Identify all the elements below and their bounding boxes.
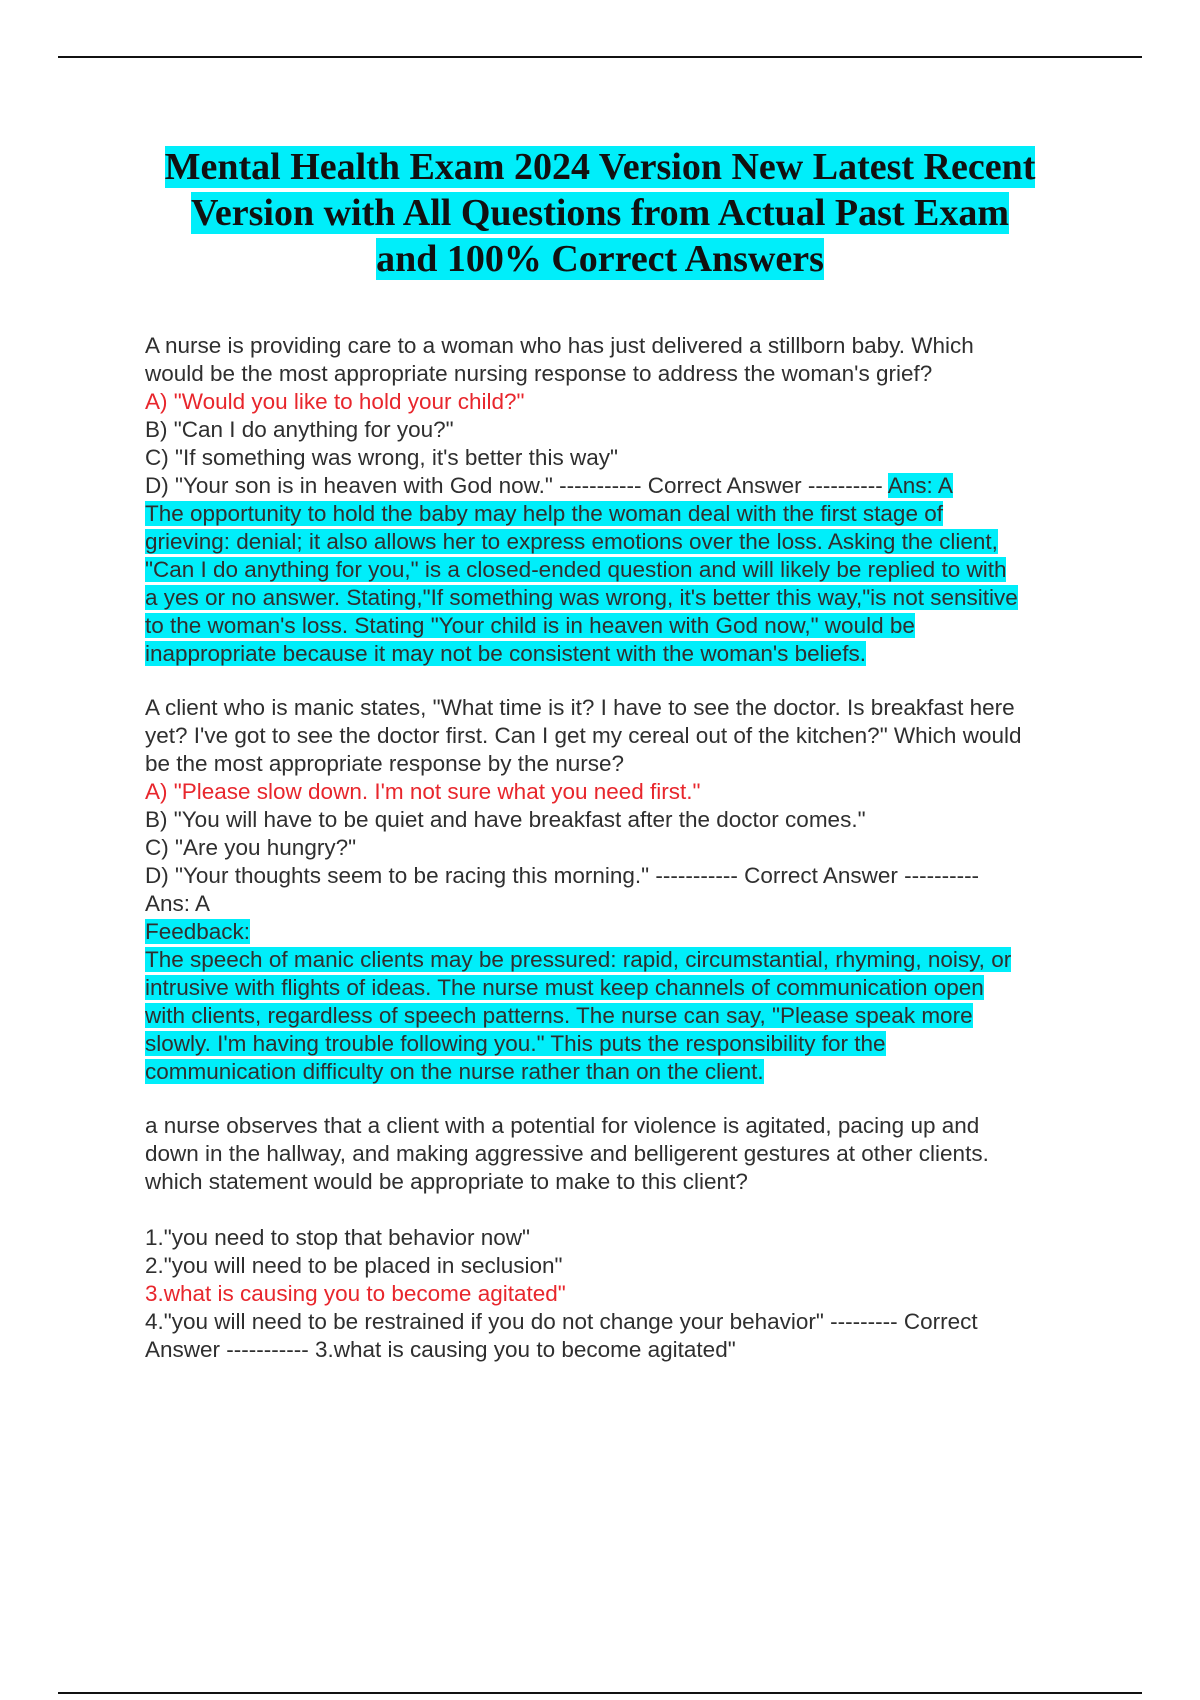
q1-answer-label: Ans: A: [887, 473, 953, 498]
q3-option-4-line-2: Answer ----------- 3.what is causing you to become agitated": [145, 1337, 736, 1362]
q2-explanation-line-1: The speech of manic clients may be pressured: rapid, circumstantial, rhyming, noisy, or: [145, 947, 1012, 972]
title-line-2: Version with All Questions from Actual Past Exam: [190, 192, 1010, 234]
top-rule: [58, 56, 1142, 58]
q1-option-b: B) "Can I do anything for you?": [145, 417, 454, 442]
q1-stem-line-2: would be the most appropriate nursing response to address the woman's grief?: [145, 361, 933, 386]
q1-explanation-line-5: to the woman's loss. Stating "Your child is in heaven with God now," would be: [145, 613, 915, 638]
q2-feedback-label: Feedback:: [145, 919, 251, 944]
q1-option-a-correct: A) "Would you like to hold your child?": [145, 389, 525, 414]
q2-option-d-line-2: Ans: A: [145, 891, 211, 916]
q1-explanation-line-1: The opportunity to hold the baby may help the woman deal with the first stage of: [145, 501, 943, 526]
q2-option-c: C) "Are you hungry?": [145, 835, 357, 860]
q2-option-a-correct: A) "Please slow down. I'm not sure what you need first.": [145, 779, 701, 804]
q1-explanation-line-2: grieving: denial; it also allows her to express emotions over the loss. Asking the client,: [145, 529, 998, 554]
q3-option-1: 1."you need to stop that behavior now": [145, 1225, 530, 1250]
bottom-rule: [58, 1692, 1142, 1694]
document-body: [145, 332, 1095, 1390]
question-1: [145, 332, 1095, 668]
q2-explanation-line-5: communication difficulty on the nurse rather than on the client.: [145, 1059, 764, 1084]
q1-stem-line-1: A nurse is providing care to a woman who has just delivered a stillborn baby. Which: [145, 333, 974, 358]
question-2: [145, 694, 1095, 1086]
q1-explanation-line-3: "Can I do anything for you," is a closed-ended question and will likely be replied to with: [145, 557, 1007, 582]
q2-stem-line-2: yet? I've got to see the doctor first. Can I get my cereal out of the kitchen?" Which would: [145, 723, 1022, 748]
q2-explanation-line-2: intrusive with flights of ideas. The nurse must keep channels of communication open: [145, 975, 984, 1000]
q2-stem-line-3: be the most appropriate response by the nurse?: [145, 751, 625, 776]
q3-option-4-line-1: 4."you will need to be restrained if you do not change your behavior" --------- Correct: [145, 1309, 978, 1334]
title-line-3: and 100% Correct Answers: [376, 238, 824, 280]
q1-option-c: C) "If something was wrong, it's better this way": [145, 445, 618, 470]
q2-explanation-line-4: slowly. I'm having trouble following you." This puts the responsibility for the: [145, 1031, 886, 1056]
q3-stem-line-1: a nurse observes that a client with a potential for violence is agitated, pacing up and: [145, 1113, 980, 1138]
q2-explanation-line-3: with clients, regardless of speech patterns. The nurse can say, "Please speak more: [145, 1003, 973, 1028]
q1-explanation-line-4: a yes or no answer. Stating,"If something was wrong, it's better this way,"is not sensitive: [145, 585, 1018, 610]
q1-explanation-line-6: inappropriate because it may not be consistent with the woman's beliefs.: [145, 641, 866, 666]
q3-stem-line-3: which statement would be appropriate to make to this client?: [145, 1169, 748, 1194]
q2-option-d-line-1: D) "Your thoughts seem to be racing this morning." ----------- Correct Answer ----------: [145, 863, 980, 888]
q3-option-3-correct: 3.what is causing you to become agitated": [145, 1281, 566, 1306]
q3-option-2: 2."you will need to be placed in seclusion": [145, 1253, 563, 1278]
q2-option-b: B) "You will have to be quiet and have breakfast after the doctor comes.": [145, 807, 866, 832]
question-3: [145, 1112, 1095, 1364]
q2-stem-line-1: A client who is manic states, "What time is it? I have to see the doctor. Is breakfast here: [145, 695, 1015, 720]
q1-option-d: D) "Your son is in heaven with God now." ----------- Correct Answer ----------: [145, 473, 888, 498]
title-line-1: Mental Health Exam 2024 Version New Latest Recent: [164, 146, 1036, 188]
document-title: [120, 144, 1080, 282]
q3-spacer: [145, 1196, 1095, 1224]
q1-option-d-line: [145, 472, 1095, 500]
q3-stem-line-2: down in the hallway, and making aggressive and belligerent gestures at other clients.: [145, 1141, 989, 1166]
